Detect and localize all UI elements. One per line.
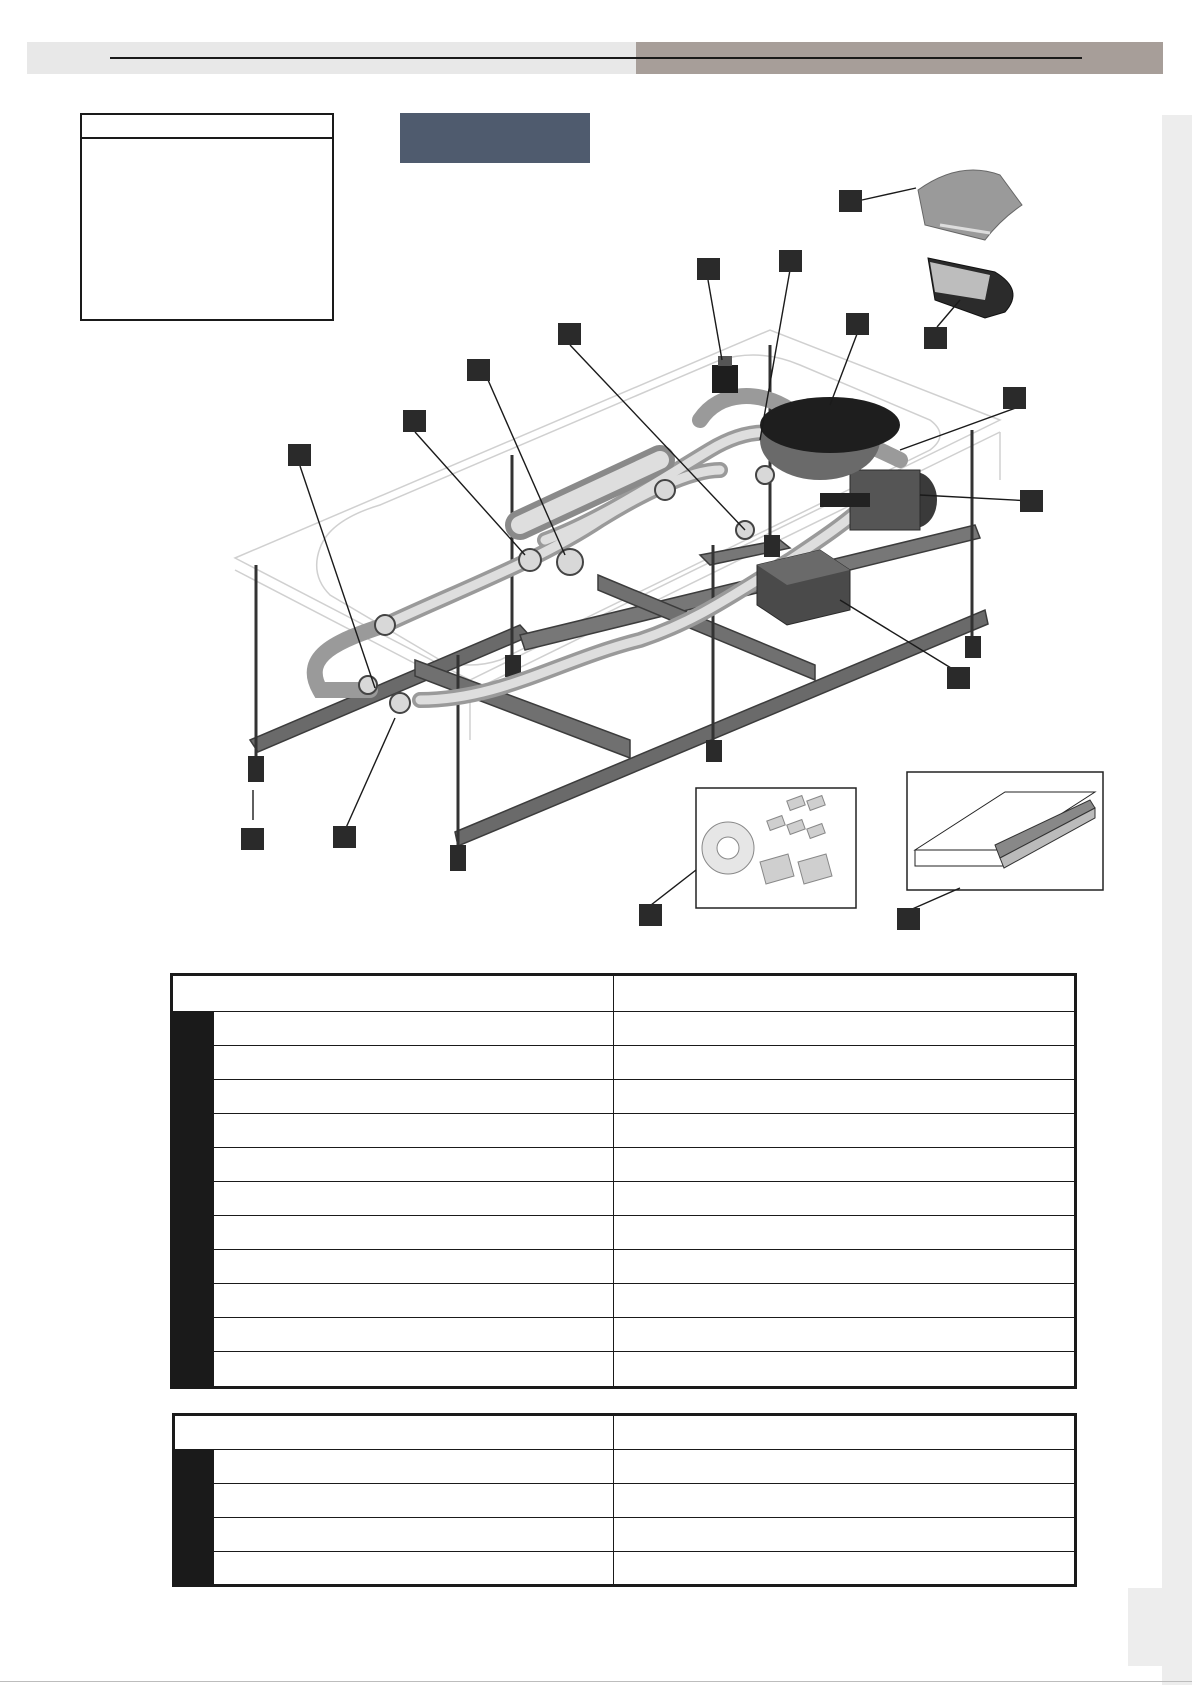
table-cell (614, 1352, 1076, 1388)
table-cell (214, 1250, 614, 1284)
table-cell (614, 1216, 1076, 1250)
table-cell (614, 1284, 1076, 1318)
table-cell (614, 1318, 1076, 1352)
bottom-rule (0, 1681, 1192, 1682)
table-cell (614, 1250, 1076, 1284)
header-cell-detail (614, 975, 1076, 1012)
table-row (174, 1450, 1076, 1484)
table-cell (214, 1450, 614, 1484)
table-row (172, 1046, 1076, 1080)
table-row (172, 1216, 1076, 1250)
table-row (172, 1352, 1076, 1388)
table-cell (214, 1080, 614, 1114)
table-row (172, 1284, 1076, 1318)
table-side-bar (174, 1450, 214, 1586)
table-cell (214, 1318, 614, 1352)
table-cell (614, 1046, 1076, 1080)
table-cell (614, 1114, 1076, 1148)
header-cell-detail (614, 1415, 1076, 1450)
table-cell (614, 1518, 1076, 1552)
table-cell (614, 1552, 1076, 1586)
table-row (172, 1318, 1076, 1352)
table-cell (214, 1182, 614, 1216)
table-row (172, 1148, 1076, 1182)
table-cell (214, 1484, 614, 1518)
table-row (172, 1182, 1076, 1216)
table-row (174, 1518, 1076, 1552)
headrest-cover (918, 170, 1022, 240)
table-side-bar (172, 1012, 214, 1388)
header-cell-name (174, 1415, 614, 1450)
table-cell (214, 1284, 614, 1318)
accessory-inset (696, 788, 856, 908)
table-cell (214, 1518, 614, 1552)
table-row (172, 1012, 1076, 1046)
table-cell (614, 1450, 1076, 1484)
parts-table (170, 973, 1077, 1389)
table-cell (214, 1552, 614, 1586)
table-cell (614, 1080, 1076, 1114)
table-row (174, 1552, 1076, 1586)
table-cell (614, 1012, 1076, 1046)
table-cell (614, 1148, 1076, 1182)
table-row (174, 1484, 1076, 1518)
bathtub-outline (235, 330, 1000, 740)
table-cell (614, 1484, 1076, 1518)
table-row (172, 1114, 1076, 1148)
table-header-row (172, 975, 1076, 1012)
page-number-tab (1128, 1588, 1192, 1666)
table-cell (214, 1216, 614, 1250)
table-header-row (174, 1415, 1076, 1450)
table-cell (214, 1148, 614, 1182)
table-cell (214, 1114, 614, 1148)
table-row (172, 1080, 1076, 1114)
table-cell (214, 1352, 614, 1388)
table-cell (214, 1046, 614, 1080)
header-cell-name (172, 975, 614, 1012)
panel-profile-inset (907, 772, 1103, 890)
control-box (757, 550, 850, 625)
table-cell (214, 1012, 614, 1046)
table-cell (614, 1182, 1076, 1216)
headrest-base (928, 258, 1013, 318)
table-row (172, 1250, 1076, 1284)
extra-parts-table (172, 1413, 1077, 1587)
